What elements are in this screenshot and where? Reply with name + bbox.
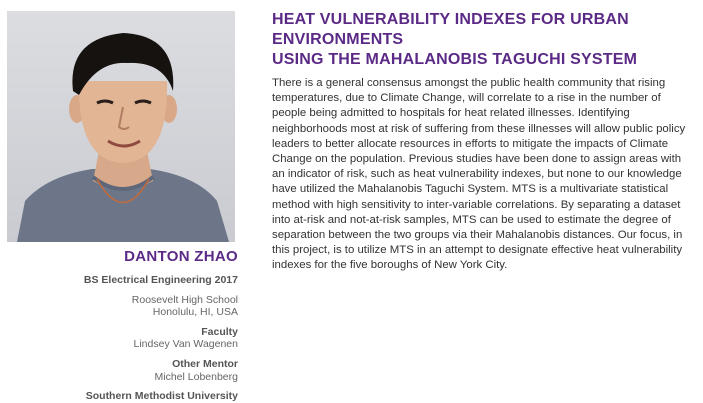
article-title — [272, 10, 692, 70]
student-name: DANTON ZHAO — [124, 248, 238, 265]
high-school-text: Roosevelt High School — [131, 293, 238, 306]
degree-text: BS Electrical Engineering 2017 — [83, 274, 238, 286]
location-text: Honolulu, HI, USA — [152, 306, 238, 319]
mentor-name: Michel Lobenberg — [154, 370, 238, 383]
article-title-line-2: USING THE MAHALANOBIS TAGUCHI SYSTEM — [272, 51, 638, 68]
profile-photo — [7, 11, 235, 242]
profile-sidebar — [0, 248, 238, 403]
faculty-name: Lindsey Van Wagenen — [133, 338, 238, 351]
article-title-line-1: HEAT VULNERABILITY INDEXES FOR URBAN ENVIRONMENTS — [272, 11, 629, 48]
university-text: Southern Methodist University — [85, 390, 238, 403]
article-content — [272, 10, 692, 274]
article-abstract: There is a general consensus amongst the public health community that rising temperatures, due to Climate Change, will correlate to a rise in the number of people being admitted to hospitals for heat related illnesses. Identifying neighborhoods most at risk of suffering from these illnesses will allow public policy leaders to better allocate resources in efforts to mitigate the impacts of Climate Change on the population. Previous studies have been done to assign areas with an indicator of risk, such as heat vulnerability indexes, but none to our knowledge have utilized the Mahalanobis Taguchi System. MTS is a multivariate statistical method with high sensitivity to inter-variable correlations. By separating a dataset into at-risk and not-at-risk samples, MTS can be used to estimate the degree of separation between the two groups via their Mahalanobis distances. Our focus, in this project, is to utilize MTS in an attempt to designate effective heat vulnerability indexes for the five boroughs of New York City. — [272, 77, 686, 272]
faculty-label: Faculty — [201, 325, 238, 338]
mentor-label: Other Mentor — [172, 357, 238, 370]
person-portrait-icon — [7, 11, 235, 242]
